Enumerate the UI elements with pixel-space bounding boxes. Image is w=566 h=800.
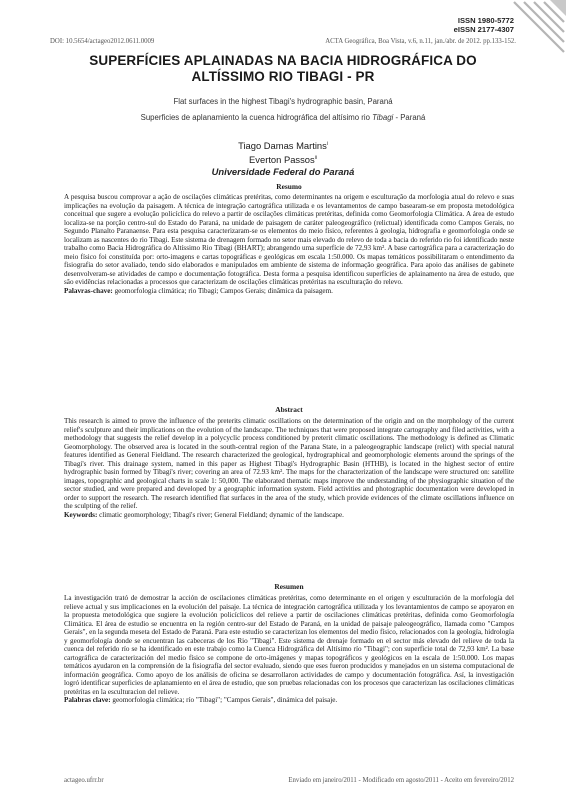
page-footer: [64, 777, 514, 784]
resumen-heading: Resumen: [274, 582, 304, 591]
authors: [40, 138, 526, 178]
abstract-body: This research is aimed to prove the influence of the preterits climatic oscillations on the determination of the origin and on the morphology of the current relief's sculpture and their implications on the evolution of the landscape. The techniques that were proposed integrate cartography and filed activities, with a methodology that suggests the relief develop in a polycyclic process conditioned by preterit climatic oscillations. The methodology is defined as Climatic Geomorphology. The observed area is located in the south-central region of the Parana State, in a paleogeographic landscape (relict) with special natural features identified as General Fieldland. The research characterized the geological, hydrographical and geomorphologic elements around the springs of the Tibagi's river. This drainage system, named in this paper as Highest Tibagi's Hydrographic Basin (HTHB), is located in the highest sector of entire hydrographic basin formed by Tibagi's river; covering an area of 72.93 km². The maps for the characterization of the landscape were structured on: satellite images, topographic and geological charts in scale 1: 50,000. The elaborated thematic maps improve the understanding of the physiographic situation of the sector studied, and were prepared and developed by a geographic information system. Field activities and photographic documentation were developed in order to support the research. The research identified flat surfaces in the area of the study, which provide evidences of the climate oscillations influence on the sculpting of the relief.: [64, 417, 514, 510]
issn-electronic: eISSN 2177-4307: [453, 25, 514, 34]
submission-dates: Enviado em janeiro/2011 - Modificado em agosto/2011 - Aceito em fevereiro/2012: [288, 777, 514, 784]
resumo-keywords-label: Palavras-chave:: [64, 286, 113, 295]
abstract-keywords-text: climatic geomorphology; Tibagi's river; General Fieldland; dynamic of the landscape.: [99, 510, 344, 519]
resumen-section: [64, 594, 514, 705]
resumo-keywords-text: geomorfologia climática; rio Tibagi; Campos Gerais; dinâmica da paisagem.: [114, 286, 333, 295]
title-line-1: SUPERFÍCIES APLAINADAS NA BACIA HIDROGRÁFICA DO: [89, 53, 477, 68]
spanish-title-suffix: - Paraná: [395, 113, 426, 122]
article-title: [40, 53, 526, 84]
author-1: Tiago Damas Martins: [238, 140, 327, 152]
resumo-body: A pesquisa buscou comprovar a ação de oscilações climáticas pretéritas, como determinantes na origem e esculturação da morfologia atual do relevo e suas implicações na evolução da paisagem. A técnica de integração cartográfica utilizada e os levantamentos de campo basearam-se em proposta metodológica conceitual que sugere a evolução policíclica do relevo a partir de oscilações climáticas pretéritas, definida como Geomorfologia Climática. A área de estudo localiza-se na porção centro-sul do Estado do Paraná, na unidade de paisagem de caráter paleogeográfico (relictual) identificada como Campos Gerais, no Segundo Planalto Paranaense. Para esta pesquisa caracterizaram-se os elementos do meio físico, referentes à geologia, hidrografia e geomorfologia onde se localizam as nascentes do rio Tibagi. Este sistema de drenagem formado no setor mais elevado do relevo de toda a bacia do referido rio foi identificado neste trabalho como Bacia Hidrográfica do Altíssimo Rio Tibagi (BHART); abrangendo uma superfície de 72,93 km². A base cartográfica para a caracterização do meio físico foi constituída por: orto-imagens e cartas topográficas e geológicas em escala 1:50.000. Os mapas temáticos possibilitaram o entendimento da fisiografia do setor avaliado, tendo sido elaborados e manipulados em ambiente de sistema de informação geográfica. Para apoio das análises de gabinete desenvolveram-se atividades de campo e documentação fotográfica. Desta forma a pesquisa identificou superfícies de aplainamento na área de estudo, que são evidências relacionadas a processos que caracterizam de oscilações climáticas pretéritas na esculturação do relevo.: [64, 193, 514, 286]
doi: DOI: 10.5654/actageo2012.0611.0009: [50, 38, 155, 45]
resumo-section: [64, 193, 514, 295]
citation: ACTA Geográfica, Boa Vista, v.6, n.11, jan./abr. de 2012. pp.133-152.: [325, 38, 516, 45]
author-1-marker: i: [326, 141, 328, 147]
resumen-keywords-text: geomorfología climática; río "Tibagi"; "Campos Gerais", dinámica del paisaje.: [112, 696, 338, 704]
running-header: [50, 38, 516, 48]
abstract-heading: Abstract: [275, 405, 303, 414]
abstract-keywords-label: Keywords:: [64, 510, 98, 519]
abstract-keywords: [64, 511, 514, 520]
resumen-keywords: [64, 696, 514, 705]
english-title: Flat surfaces in the highest Tibagi's hydrographic basin, Paraná: [173, 97, 393, 106]
author-2: Everton Passos: [249, 154, 315, 166]
journal-site-link[interactable]: actageo.ufrr.br: [64, 777, 104, 784]
abstract-section: [64, 417, 514, 519]
issn-print: ISSN 1980-5772: [457, 16, 514, 25]
spanish-title: [40, 113, 526, 122]
resumen-body: La investigación trató de demostrar la acción de oscilaciones climáticas pretéritas, como determinante en el origen y esculturación de la morfología del relieve actual y sus implicaciones en la evolución del paisaje. La técnica de integración cartográfica utilizada y los levantamientos de campo se apoyaron en la propuesta metodológica que sugiere la evolución policíclicos del relieve a partir de oscilaciones climáticas pretéritas, definida como Geomorfología Climática. El área de estudio se encuentra en la región centro-sur del Estado de Paraná, en la unidad de paisaje paleogeográfico, llamada como "Campos Gerais", en la segunda meseta del Estado de Paraná. Para este estudio se caracterizan los elementos del medio físico, relacionados con la geología, hidrología y geomorfología donde se encuentran las cabeceras de los Rio "Tibagi". Este sistema de drenaje formado en el sector más elevado del relieve de toda la cuenca del referido río se ha identificado en este trabajo como la Cuenca Hidrográfica del Altísimo río "Tibagi"; con superficie total de 72,93 km². La base cartográfica de caracterización del medio físico se compone de orto-imágenes y mapas topográficos y geológicos en la escala de 1:50.000. Los mapas temáticos ayudaron en la comprensión de la fisiografía del sector evaluado, siendo que eses fueron producidos y manejados en un sistema computacional de información geográfica. Como apoyo de los análisis de oficina se desarrollaron actividades de campo y documentación fotográfica. Así, la investigación logró identificar superficies de aplanamiento en el área de estudio, que son pruebas relacionadas con los procesos que caracterizan las oscilaciones climáticas pretéritas en la esculturacion del relieve.: [64, 594, 514, 696]
resumo-keywords: [64, 287, 514, 296]
affiliation: Universidade Federal do Paraná: [211, 166, 355, 178]
resumo-heading: Resumo: [276, 182, 302, 191]
title-line-2: ALTÍSSIMO RIO TIBAGI - PR: [191, 68, 375, 84]
author-2-marker: ii: [314, 155, 317, 162]
issn-block: [454, 16, 514, 34]
spanish-title-prefix: Superficies de aplanamiento la cuenca hidrográfica del altísimo rio: [140, 113, 370, 122]
resumen-keywords-label: Palabras clave:: [64, 696, 111, 704]
spanish-title-italic: Tibagi: [372, 113, 394, 122]
